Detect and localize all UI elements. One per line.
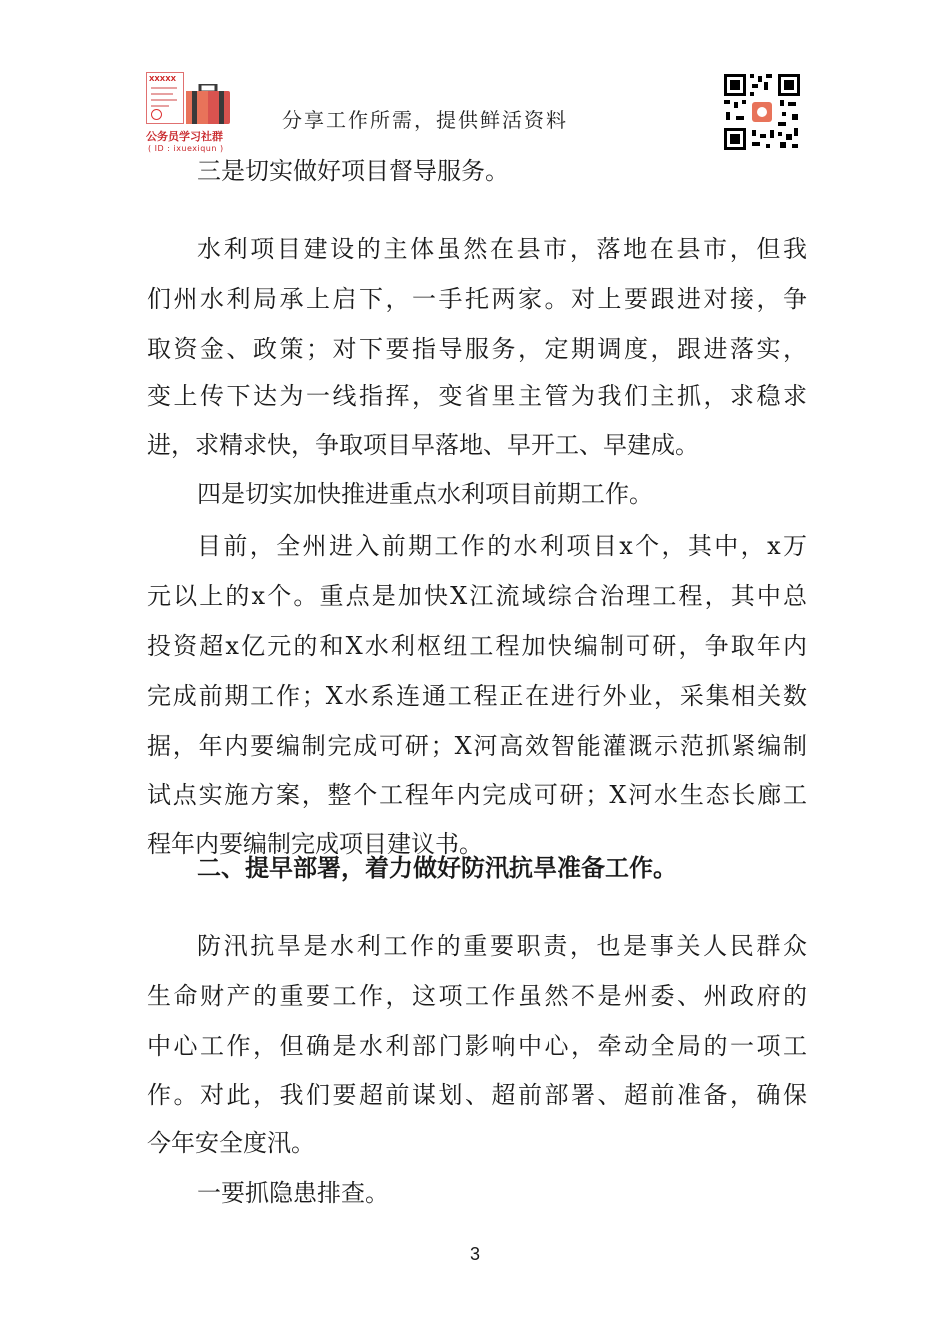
paragraph-line: 程年内要编制完成项目建议书。: [147, 830, 483, 858]
paragraph-line: 据，年内要编制完成可研；X河高效智能灌溉示范抓紧编制: [147, 732, 807, 760]
paragraph-heading: 四是切实加快推进重点水利项目前期工作。: [197, 480, 653, 508]
logo-id: ( ID : ixuexiqun ): [148, 144, 224, 153]
page-header: [0, 0, 950, 165]
paragraph-line: 防汛抗旱是水利工作的重要职责，也是事关人民群众: [197, 932, 807, 960]
paragraph-line: 投资超x亿元的和X水利枢纽工程加快编制可研，争取年内: [147, 632, 807, 660]
qr-code-icon: [722, 72, 802, 152]
paragraph-line: 完成前期工作；X水系连通工程正在进行外业，采集相关数: [147, 682, 807, 710]
paragraph-heading: 三是切实做好项目督导服务。: [197, 157, 509, 185]
paragraph-line: 元以上的x个。重点是加快X江流域综合治理工程，其中总: [147, 582, 807, 610]
paragraph-line: 中心工作，但确是水利部门影响中心，牵动全局的一项工: [147, 1032, 807, 1060]
paragraph-line: 变上传下达为一线指挥，变省里主管为我们主抓，求稳求: [147, 382, 807, 410]
paragraph-heading: 一要抓隐患排查。: [197, 1179, 389, 1207]
publisher-logo: [146, 72, 236, 156]
logo-doc-title: XXXXX: [149, 75, 176, 83]
paragraph-line: 作。对此，我们要超前谋划、超前部署、超前准备，确保: [147, 1081, 807, 1109]
briefcase-icon: [186, 84, 230, 124]
page-number: 3: [469, 1244, 480, 1264]
header-slogan: 分享工作所需，提供鲜活资料: [282, 108, 568, 132]
seal-icon: [151, 109, 162, 120]
paragraph-line: 取资金、政策；对下要指导服务，定期调度，跟进落实，: [147, 335, 807, 363]
paragraph-line: 进，求精求快，争取项目早落地、早开工、早建成。: [147, 431, 699, 459]
paragraph-line: 水利项目建设的主体虽然在县市，落地在县市，但我: [197, 235, 807, 263]
paragraph-line: 目前，全州进入前期工作的水利项目x个，其中，x万: [197, 532, 807, 560]
logo-name: 公务员学习社群: [146, 130, 223, 143]
paragraph-line: 们州水利局承上启下，一手托两家。对上要跟进对接，争: [147, 285, 807, 313]
section-heading: 二、提早部署，着力做好防汛抗旱准备工作。: [197, 854, 677, 882]
paragraph-line: 生命财产的重要工作，这项工作虽然不是州委、州政府的: [147, 982, 807, 1010]
paragraph-line: 试点实施方案，整个工程年内完成可研；X河水生态长廊工: [147, 781, 807, 809]
document-icon: [146, 72, 184, 124]
paragraph-line: 今年安全度汛。: [147, 1129, 315, 1157]
